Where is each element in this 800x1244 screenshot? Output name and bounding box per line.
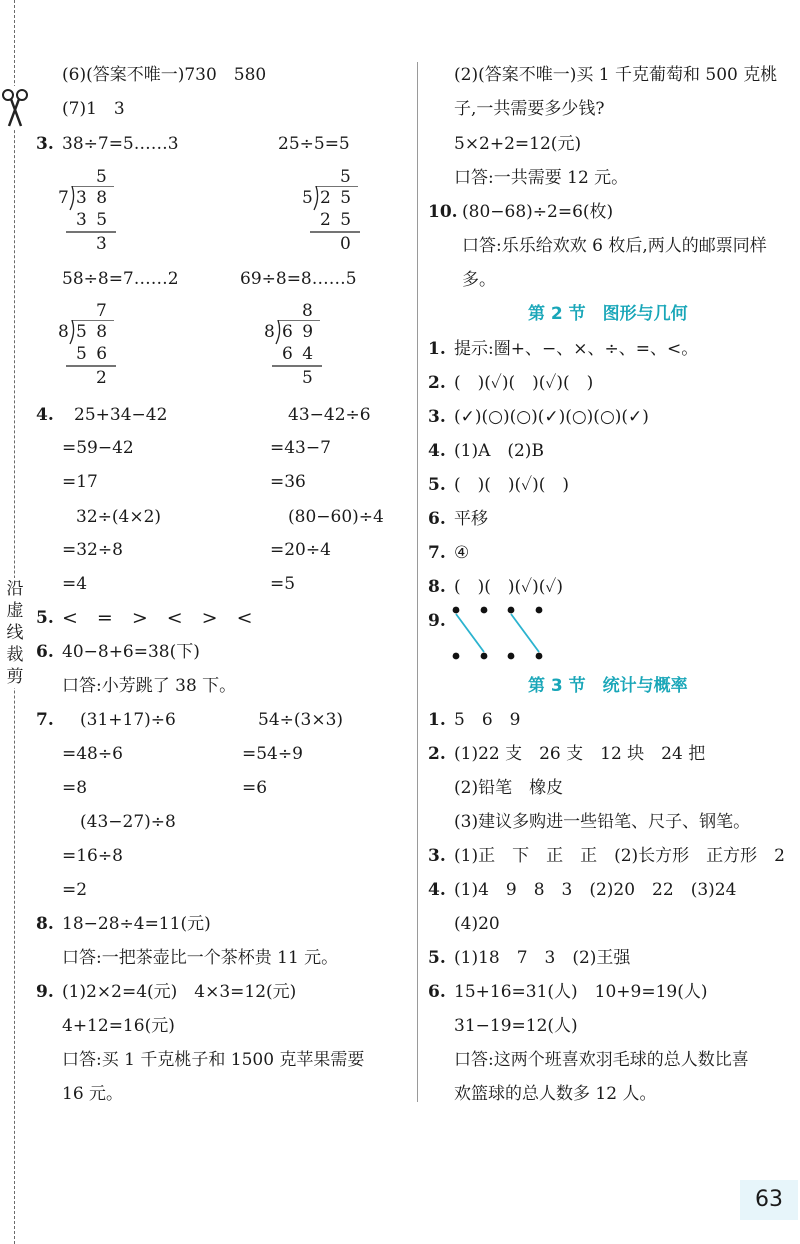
- equation: 5×2+2=12(元): [454, 134, 582, 154]
- answer-line: (1)18 7 3 (2)王强: [454, 948, 631, 968]
- dividend: 5 8: [76, 322, 110, 342]
- answer-line: 子,一共需要多少钱?: [454, 99, 605, 119]
- equation: =2: [62, 880, 88, 900]
- grid-dot: [481, 653, 488, 660]
- answer-line: (1)正 下 正 正 (2)长方形 正方形 2: [454, 846, 785, 866]
- equation: (80−60)÷4: [288, 507, 384, 527]
- answer-line: 16 元。: [62, 1084, 124, 1104]
- question-number: 8.: [36, 914, 54, 934]
- answer-line: 口答:买 1 千克桃子和 1500 克苹果需要: [62, 1050, 365, 1070]
- equation: 32÷(4×2): [76, 507, 162, 527]
- equation: (80−68)÷2=6(枚): [462, 202, 614, 222]
- equation: =8: [62, 778, 88, 798]
- equation: 25÷5=5: [278, 134, 350, 154]
- answer-line: ( )( )(✓)(✓): [454, 577, 563, 597]
- dividend: 6 9: [282, 322, 316, 342]
- answer-line: 平移: [454, 509, 488, 529]
- question-number: 6.: [36, 642, 54, 662]
- answer-line: (4)20: [454, 914, 500, 934]
- answer-line: 口答:一共需要 12 元。: [454, 168, 629, 188]
- answer-line: ④: [454, 543, 470, 563]
- equation: =4: [62, 574, 88, 594]
- equation: 40−8+6=38(下): [62, 642, 200, 662]
- grid-dot: [536, 653, 543, 660]
- grid-dot: [508, 653, 515, 660]
- equation: 69÷8=8……5: [240, 269, 357, 289]
- answer-line: ( )(✓)( )(✓)( ): [454, 373, 594, 393]
- answer-line: 5 6 9: [454, 710, 521, 730]
- question-number: 4.: [36, 405, 54, 425]
- answer-line: 口答:一把茶壶比一个茶杯贵 11 元。: [62, 948, 339, 968]
- question-number: 3.: [428, 846, 446, 866]
- answer-line: (1)A (2)B: [454, 441, 544, 461]
- equation: 31−19=12(人): [454, 1016, 578, 1036]
- equation: =36: [270, 472, 306, 492]
- long-division: [302, 166, 362, 258]
- question-number: 7.: [36, 710, 54, 730]
- equation: =54÷9: [242, 744, 303, 764]
- answer-line: (3)建议多购进一些铅笔、尺子、钢笔。: [454, 812, 751, 832]
- page-number: 63: [740, 1180, 798, 1220]
- subtrahend: 6 4: [282, 344, 316, 364]
- dividend: 2 5: [320, 188, 354, 208]
- quotient: 5: [340, 167, 353, 187]
- answer-line: (2)(答案不唯一)买 1 千克葡萄和 500 克桃: [454, 65, 778, 85]
- divisor: 8: [58, 322, 71, 342]
- subtrahend: 3 5: [76, 210, 110, 230]
- long-division: [264, 300, 324, 392]
- question-number: 2.: [428, 373, 446, 393]
- answer-line: (2)铅笔 橡皮: [454, 778, 564, 798]
- comparison-answers: < = > < > <: [62, 607, 253, 629]
- answer-line: 口答:小芳跳了 38 下。: [62, 676, 237, 696]
- subtrahend: 2 5: [320, 210, 354, 230]
- question-number: 4.: [428, 880, 446, 900]
- remainder: 0: [340, 234, 353, 254]
- divisor: 7: [58, 188, 71, 208]
- equation: =48÷6: [62, 744, 123, 764]
- equation: 15+16=31(人) 10+9=19(人): [454, 982, 708, 1002]
- divisor: 8: [264, 322, 277, 342]
- equation: (1)2×2=4(元) 4×3=12(元): [62, 982, 297, 1002]
- equation: =16÷8: [62, 846, 123, 866]
- equation: =6: [242, 778, 268, 798]
- question-number: 5.: [36, 608, 54, 628]
- equation: =5: [270, 574, 296, 594]
- long-division: [58, 300, 118, 392]
- grid-dot: [536, 607, 543, 614]
- equation: (31+17)÷6: [80, 710, 176, 730]
- question-number: 2.: [428, 744, 446, 764]
- answer-line: 多。: [462, 270, 496, 290]
- answer-line: 提示:圈+、−、×、÷、=、<。: [454, 339, 699, 359]
- question-number: 5.: [428, 475, 446, 495]
- equation: 43−42÷6: [288, 405, 371, 425]
- question-number: 5.: [428, 948, 446, 968]
- subtrahend: 5 6: [76, 344, 110, 364]
- equation: =32÷8: [62, 540, 123, 560]
- dividend: 3 8: [76, 188, 110, 208]
- equation: =17: [62, 472, 98, 492]
- equation: 54÷(3×3): [258, 710, 344, 730]
- quotient: 5: [96, 167, 109, 187]
- section-title: 第 3 节 统计与概率: [528, 676, 688, 696]
- equation: =43−7: [270, 438, 331, 458]
- answer-line: 欢篮球的总人数多 12 人。: [454, 1084, 657, 1104]
- answer-line: (✓)(○)(○)(✓)(○)(○)(✓): [454, 407, 649, 427]
- equation: 4+12=16(元): [62, 1016, 175, 1036]
- translation-line: [456, 614, 484, 652]
- question-number: 8.: [428, 577, 446, 597]
- remainder: 5: [302, 368, 315, 388]
- answer-line: ( )( )(✓)( ): [454, 475, 570, 495]
- question-number: 9.: [36, 982, 54, 1002]
- equation: 58÷8=7……2: [62, 269, 179, 289]
- translation-line: [511, 614, 539, 652]
- question-number: 1.: [428, 339, 446, 359]
- quotient: 7: [96, 301, 109, 321]
- answer-line: 口答:乐乐给欢欢 6 枚后,两人的邮票同样: [462, 236, 767, 256]
- section-title: 第 2 节 图形与几何: [528, 304, 688, 324]
- question-number: 9.: [428, 611, 446, 631]
- answer-line: (1)22 支 26 支 12 块 24 把: [454, 744, 706, 764]
- question-number: 3.: [428, 407, 446, 427]
- divisor: 5: [302, 188, 315, 208]
- long-division: [58, 166, 118, 258]
- scissors-icon: [0, 86, 30, 130]
- grid-dot: [453, 653, 460, 660]
- equation: 18−28÷4=11(元): [62, 914, 211, 934]
- equation: =59−42: [62, 438, 134, 458]
- grid-dot: [508, 607, 515, 614]
- answer-line: (1)4 9 8 3 (2)20 22 (3)24: [454, 880, 737, 900]
- equation: 38÷7=5……3: [62, 134, 179, 154]
- remainder: 2: [96, 368, 109, 388]
- equation: 25+34−42: [74, 405, 168, 425]
- question-number: 1.: [428, 710, 446, 730]
- remainder: 3: [96, 234, 109, 254]
- question-number: 10.: [428, 202, 458, 222]
- question-number: 7.: [428, 543, 446, 563]
- equation: =20÷4: [270, 540, 331, 560]
- grid-dot: [453, 607, 460, 614]
- question-number: 6.: [428, 509, 446, 529]
- quotient: 8: [302, 301, 315, 321]
- answer-line: (6)(答案不唯一)730 580: [62, 65, 267, 85]
- grid-dot: [481, 607, 488, 614]
- equation: (43−27)÷8: [80, 812, 176, 832]
- question-number: 4.: [428, 441, 446, 461]
- column-divider: [417, 62, 418, 1102]
- question-number: 3.: [36, 134, 54, 154]
- answer-line: (7)1 3: [62, 99, 125, 119]
- cut-instruction: 沿虚线裁剪: [6, 579, 24, 687]
- dot-grid-diagram: [448, 602, 548, 662]
- question-number: 6.: [428, 982, 446, 1002]
- answer-line: 口答:这两个班喜欢羽毛球的总人数比喜: [454, 1050, 749, 1070]
